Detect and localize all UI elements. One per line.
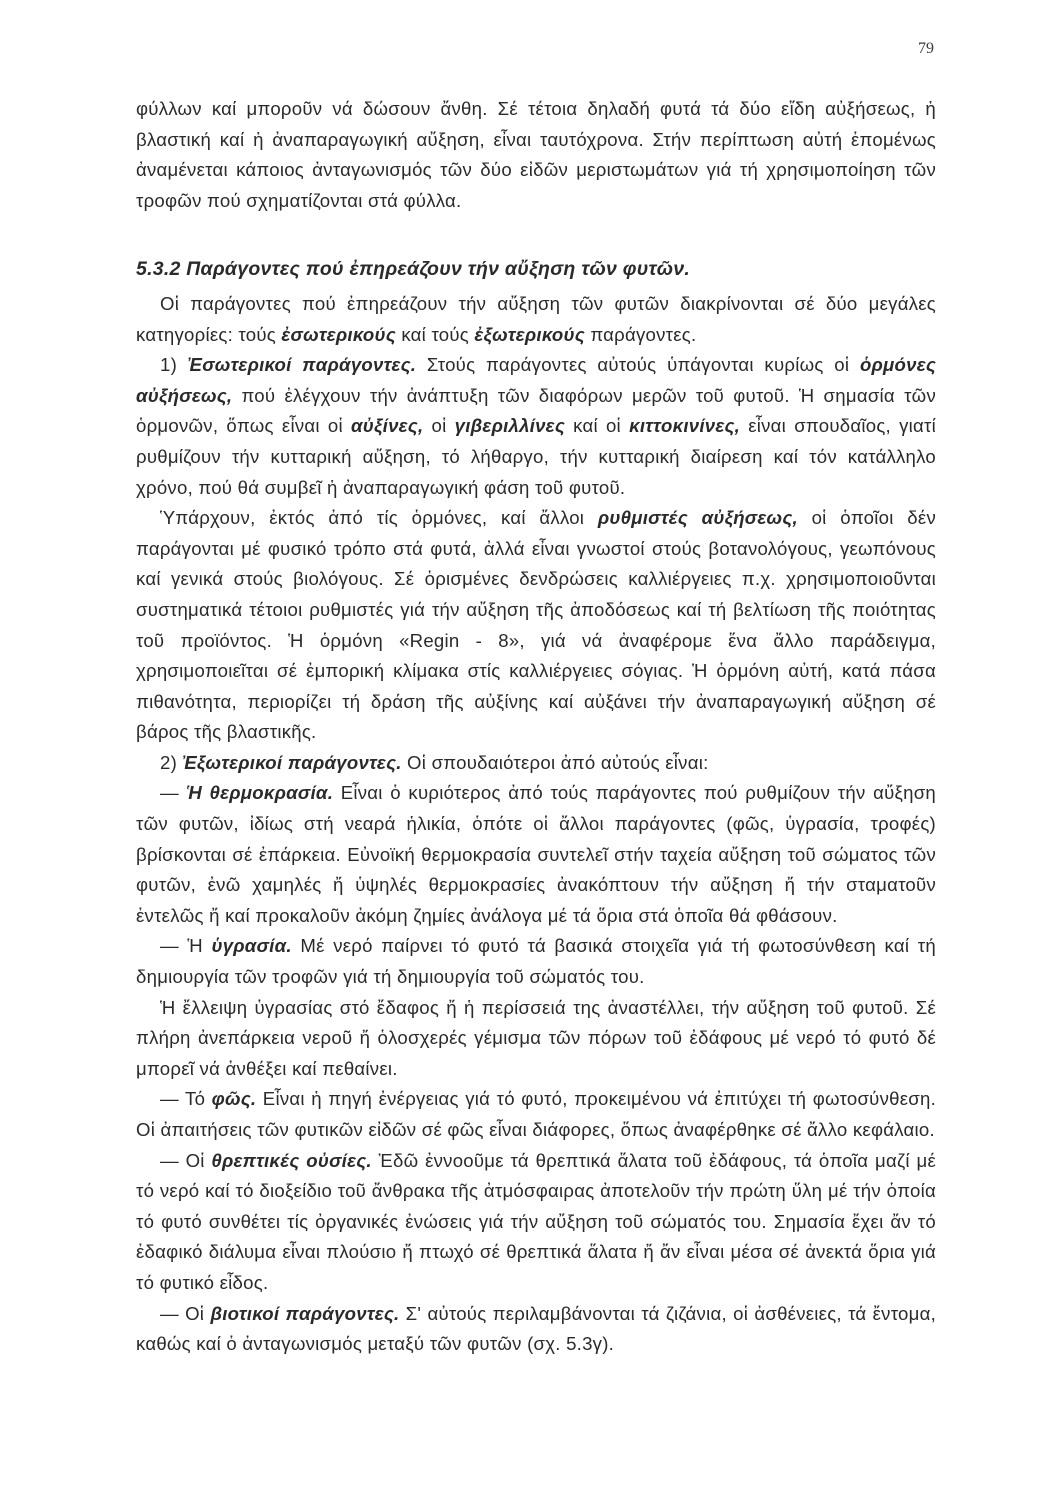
nutrients-title: θρεπτικές οὐσίες. bbox=[211, 1149, 372, 1171]
text-run: Μέ νερό παίρνει τό φυτό τά βασικά στοιχεῖα γιά τή φωτοσύνθεση καί τή δημιουργία τῶν τροφῶν γιά τή δημιουργία τοῦ σώματός του. bbox=[136, 935, 936, 988]
text-run: Στούς παράγοντες αὐτούς ὑπάγονται κυρίως οἱ bbox=[416, 354, 860, 376]
text-run: Ἐδῶ ἐννοοῦμε τά θρεπτικά ἅλατα τοῦ ἐδάφους, τά ὁποῖα μαζί μέ τό νερό καί τό διοξείδιο τοῦ ἄνθρακα τῆς ἀτμόσφαιρας ἀποτελοῦν τήν πρώτη ὕλη μέ τήν ὁποία τό φυτό συνθέτει τίς ὀργανικές ἐνώσεις γιά τήν αὔξηση τοῦ σώματός του. Σημασία ἔχει ἄν τό ἐδαφικό διάλυμα εἶναι πλούσιο ἤ πτωχό σέ θρεπτικά ἅλατα ἤ ἄν εἶναι μέσα σέ ἀνεκτά ὅρια γιά τό φυτικό εἶδος. bbox=[136, 1149, 937, 1293]
emphasis-auxins: αὐξίνες, bbox=[351, 415, 424, 437]
text-run: παράγοντες. bbox=[584, 323, 697, 345]
humidity-paragraph-2: Ἡ ἔλλειψη ὑγρασίας στό ἔδαφος ἤ ἡ περίσσειά της ἀναστέλλει, τήν αὔξηση τοῦ φυτοῦ. Σέ πλήρη ἀνεπάρκεια νεροῦ ἤ ὁλοσχερές γέμισμα τῶν πόρων τοῦ ἐδάφους μέ νερό τό φυτό δέ μπορεῖ νά ἀνθέξει καί πεθαίνει. bbox=[136, 996, 936, 1079]
humidity-title: ὑγρασία. bbox=[211, 935, 292, 957]
external-factors-paragraph bbox=[136, 748, 936, 779]
text-run: καί τούς bbox=[395, 323, 475, 345]
page-number: 79 bbox=[918, 40, 934, 57]
emphasis-growth-hormones: ὁρμόνες αὐξήσεως, bbox=[136, 354, 937, 406]
text-run: οἱ ὁποῖοι δέν παράγονται μέ φυσικό τρόπο στά φυτά, ἀλλά εἶναι γνωστοί στούς βοτανολόγους, γεωπόνους καί γενικά στούς βιολόγους. Σέ ὁρισμένες δενδρώσεις καλλιέργειες π.χ. χρησιμοποιοῦνται συστηματικά τέτοιοι ρυθμιστές γιά τήν αὔξηση τῆς ἀποδόσεως καί τή βελτίωση τῆς ποιότητας τοῦ προϊόντος. Ἡ ὁρμόνη «Regin - 8», γιά νά ἀναφέρομε ἕνα ἄλλο παράδειγμα, χρησιμοποιεῖται σέ ἐμπορική κλίμακα στίς καλλιέργειες σόγιας. Ἡ ὁρμόνη αὐτή, κατά πάσα πιθανότητα, περιορίζει τή δράση τῆς αὐξίνης καί αὐξάνει τήν ἀναπαραγωγική αὔξηση σέ βάρος τῆς βλαστικῆς. bbox=[136, 507, 936, 743]
list-number: 1) bbox=[160, 354, 188, 376]
list-number: 2) bbox=[160, 751, 183, 773]
text-run: οἱ bbox=[423, 415, 455, 437]
light-title: φῶς. bbox=[211, 1088, 257, 1110]
external-factors-title: Ἐξωτερικοί παράγοντες. bbox=[182, 751, 402, 773]
text-run: εἶναι σπουδαῖος, γιατί ρυθμίζουν τήν κυτταρική αὔξηση, τό λήθαργο, τήν κυτταρική διαίρεση καί τόν κατάλληλο χρόνο, πού θά συμβεῖ ἡ ἀναπαραγωγική φάση τοῦ φυτοῦ. bbox=[136, 415, 936, 498]
text-run: καί οἱ bbox=[564, 415, 630, 437]
intro-paragraph: φύλλων καί μποροῦν νά δώσουν ἄνθη. Σέ τέτοια δηλαδή φυτά τά δύο εἴδη αὐξήσεως, ἡ βλαστική καί ἡ ἀναπαραγωγική αὔξηση, εἶναι ταυτόχρονα. Στήν περίπτωση αὐτή ἑπομένως ἀναμένεται κάποιος ἀνταγωνισμός τῶν δύο εἰδῶν μεριστωμάτων γιά τή χρησιμοποίηση τῶν τροφῶν πού σχηματίζονται στά φύλλα. bbox=[136, 98, 936, 211]
dash-marker: — bbox=[160, 935, 188, 957]
text-run: Σ' αὐτούς περιλαμβάνονται τά ζιζάνια, οἱ ἀσθένειες, τά ἔντομα, καθώς καί ὁ ἀνταγωνισμός μεταξύ τῶν φυτῶν (σχ. 5.3γ). bbox=[136, 1302, 937, 1355]
text-run: πού ἐλέγχουν τήν ἀνάπτυξη τῶν διαφόρων μερῶν τοῦ φυτοῦ. Ἡ σημασία τῶν ὁρμονῶν, ὅπως εἶναι οἱ bbox=[136, 384, 936, 437]
dash-marker: — bbox=[160, 1302, 186, 1324]
internal-factors-paragraph bbox=[136, 350, 936, 503]
text-run: Οἱ σπουδαιότεροι ἀπό αὐτούς εἶναι: bbox=[401, 751, 709, 773]
dash-marker: — bbox=[160, 782, 187, 804]
dash-marker: — bbox=[160, 1149, 186, 1171]
text-run: Ὑπάρχουν, ἐκτός ἀπό τίς ὁρμόνες, καί ἄλλοι bbox=[160, 507, 598, 529]
text-run: Τό bbox=[185, 1088, 212, 1110]
nutrients-paragraph bbox=[136, 1146, 936, 1299]
biotic-factors-title: βιοτικοί παράγοντες. bbox=[210, 1302, 400, 1324]
light-paragraph bbox=[136, 1084, 936, 1145]
emphasis-gibberellins: γιβεριλλίνες bbox=[454, 415, 565, 437]
humidity-paragraph bbox=[136, 931, 936, 992]
text-run: Οἱ bbox=[185, 1302, 211, 1324]
emphasis-external: ἐξωτερικούς bbox=[474, 323, 585, 345]
emphasis-cytokinins: κιττοκινίνες, bbox=[629, 415, 741, 437]
text-run: Οἱ bbox=[185, 1149, 212, 1171]
text-run: Οἱ παράγοντες πού ἐπηρεάζουν τήν αὔξηση τῶν φυτῶν διακρίνονται σέ δύο μεγάλες κατηγορίες: τούς bbox=[136, 292, 936, 345]
growth-regulators-paragraph bbox=[136, 503, 936, 748]
temperature-paragraph bbox=[136, 778, 936, 931]
emphasis-internal: ἐσωτερικούς bbox=[281, 323, 396, 345]
temperature-title: Ἡ θερμοκρασία. bbox=[186, 782, 334, 804]
emphasis-growth-regulators: ρυθμιστές αὐξήσεως, bbox=[597, 507, 798, 529]
dash-marker: — bbox=[160, 1088, 185, 1110]
page-content bbox=[136, 94, 936, 1360]
biotic-factors-paragraph bbox=[136, 1299, 936, 1360]
text-run: Εἶναι ἡ πηγή ἐνέργειας γιά τό φυτό, προκειμένου νά ἐπιτύχει τή φωτοσύνθεση. Οἱ ἀπαιτήσεις τῶν φυτικῶν εἰδῶν σέ φῶς εἶναι διάφορες, ὅπως ἀναφέρθηκε σέ ἄλλο κεφάλαιο. bbox=[136, 1088, 936, 1140]
section-intro-paragraph bbox=[136, 289, 936, 350]
internal-factors-title: Ἐσωτερικοί παράγοντες. bbox=[187, 354, 417, 376]
text-run: Ἡ bbox=[187, 935, 212, 957]
section-heading: 5.3.2 Παράγοντες πού ἐπηρεάζουν τήν αὔξηση τῶν φυτῶν. bbox=[136, 258, 690, 281]
text-run: Εἶναι ὁ κυριότερος ἀπό τούς παράγοντες πού ρυθμίζουν τήν αὔξηση τῶν φυτῶν, ἰδίως στή νεαρά ἡλικία, ὁπότε οἱ ἄλλοι παράγοντες (φῶς, ὑγρασία, τροφές) βρίσκονται σέ ἐπάρκεια. Εὐνοϊκή θερμοκρασία συντελεῖ στήν ταχεία αὔξηση τοῦ σώματος τῶν φυτῶν, ἐνῶ χαμηλές ἤ ὑψηλές θερμοκρασίες ἀνακόπτουν τήν αὔξηση ἤ τήν σταματοῦν ἐντελῶς ἤ καί προκαλοῦν ἀκόμη ζημίες ἀνάλογα μέ τά ὅρια στά ὁποῖα θά φθάσουν. bbox=[136, 782, 937, 926]
